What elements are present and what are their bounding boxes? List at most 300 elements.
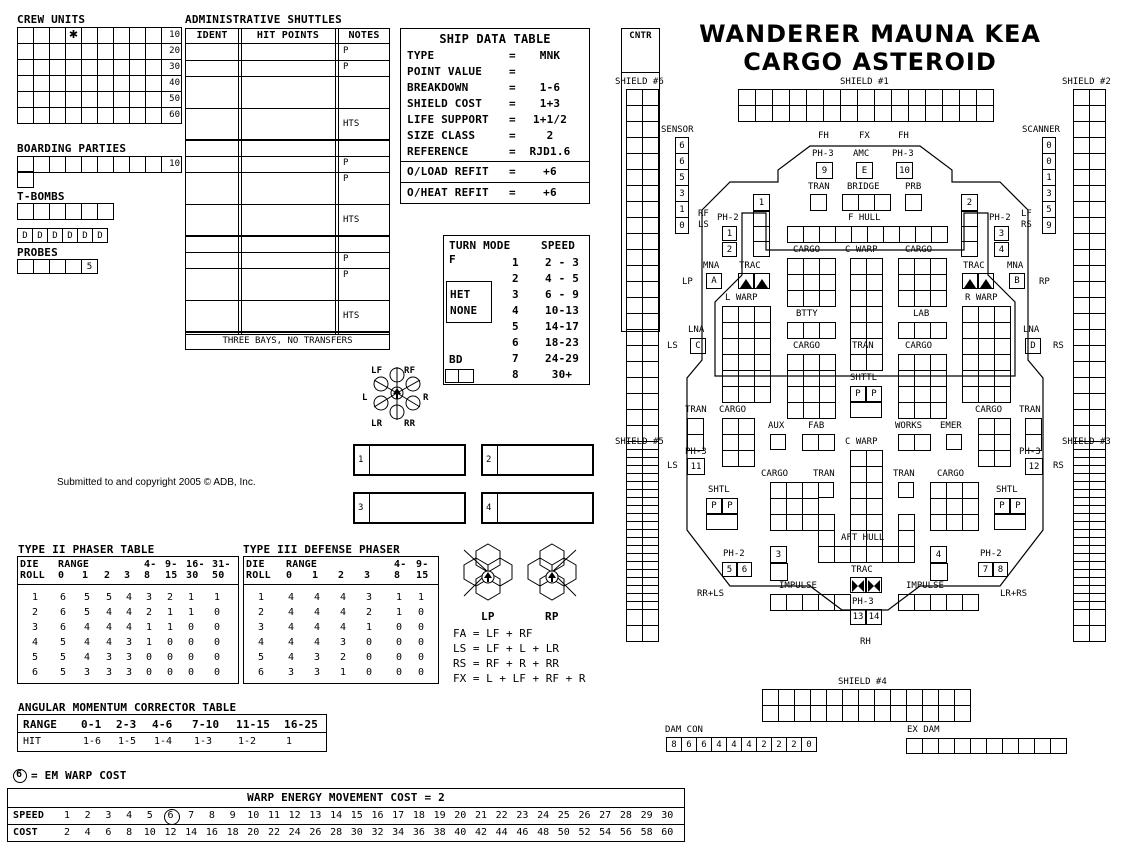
shield4-box[interactable] [763, 706, 779, 722]
damcon-box[interactable]: 4 [741, 737, 757, 752]
shield1-box[interactable] [892, 90, 909, 106]
drone-rack-2[interactable] [481, 444, 594, 476]
l-warp-box[interactable] [755, 387, 771, 403]
cargo-fr-box[interactable] [915, 275, 931, 291]
cargo-al-box[interactable] [787, 483, 803, 499]
crew-box[interactable] [98, 28, 114, 44]
boarding-box[interactable] [34, 157, 50, 173]
crew-box[interactable] [98, 60, 114, 76]
probe-box[interactable] [65, 259, 82, 274]
excess-damage-box[interactable] [923, 739, 939, 754]
r-warp[interactable] [962, 306, 1011, 403]
shield1-box[interactable] [807, 106, 824, 122]
shield6-box[interactable] [627, 250, 643, 266]
col-aft-l-box[interactable] [819, 515, 835, 531]
crew-box[interactable] [18, 108, 34, 124]
excess-damage-box[interactable] [939, 739, 955, 754]
crew-box[interactable] [34, 28, 50, 44]
shield3-box[interactable] [1074, 482, 1090, 498]
c-warp-fwd-box[interactable] [867, 291, 883, 307]
cargo-fr-box[interactable] [915, 291, 931, 307]
cargo-l-box[interactable] [723, 451, 739, 467]
shield6-box[interactable] [643, 314, 659, 330]
shield4-box[interactable] [779, 706, 795, 722]
l-warp-box[interactable] [723, 323, 739, 339]
boarding-box[interactable] [66, 157, 82, 173]
shield4-box[interactable] [891, 690, 907, 706]
shield2-box[interactable] [1090, 330, 1106, 346]
cargo-al-box[interactable] [771, 483, 787, 499]
dummy-tbomb-box[interactable]: D [62, 228, 78, 243]
tractor-icon[interactable] [962, 273, 978, 289]
shield3-box[interactable] [1074, 578, 1090, 594]
shield3-box[interactable] [1090, 610, 1106, 626]
excess-damage-box[interactable] [1035, 739, 1051, 754]
crew-box[interactable] [34, 92, 50, 108]
r-warp-box[interactable] [995, 339, 1011, 355]
cargo-al-box[interactable] [787, 515, 803, 531]
crew-box[interactable] [50, 92, 66, 108]
shield3-box[interactable] [1090, 578, 1106, 594]
damcon-box[interactable]: 2 [756, 737, 772, 752]
shield1-box[interactable] [943, 106, 960, 122]
shield2-box[interactable] [1090, 314, 1106, 330]
shield2-box[interactable] [1090, 170, 1106, 186]
cargo-ml-box[interactable] [820, 355, 836, 371]
shield2-box[interactable] [1090, 378, 1106, 394]
excess-damage-box[interactable] [1019, 739, 1035, 754]
col-aft-r-box[interactable] [899, 531, 915, 547]
shield1-box[interactable] [739, 90, 756, 106]
shield5-box[interactable] [627, 498, 643, 514]
shield6-box[interactable] [643, 362, 659, 378]
shield4-box[interactable] [827, 690, 843, 706]
shield2-box[interactable] [1090, 346, 1106, 362]
lab-box[interactable] [915, 323, 931, 339]
cargo-ar-box[interactable] [947, 515, 963, 531]
shield6-box[interactable] [643, 170, 659, 186]
l-warp-box[interactable] [739, 355, 755, 371]
boarding-box[interactable] [98, 157, 114, 173]
l-warp-box[interactable] [739, 387, 755, 403]
shield6-box[interactable] [627, 122, 643, 138]
shield5-box[interactable] [627, 610, 643, 626]
shield6-box[interactable] [627, 138, 643, 154]
tran-l-box[interactable] [688, 419, 704, 435]
crew-box[interactable] [114, 108, 130, 124]
crew-box[interactable] [18, 76, 34, 92]
cargo-l-box[interactable] [739, 435, 755, 451]
shield1-box[interactable] [875, 106, 892, 122]
excess-damage-box[interactable] [971, 739, 987, 754]
shield1-box[interactable] [824, 90, 841, 106]
shield1-box[interactable] [824, 106, 841, 122]
damcon-box[interactable]: 6 [681, 737, 697, 752]
probe-launcher[interactable] [905, 194, 922, 211]
shuttle-r2[interactable]: P [1010, 498, 1026, 514]
tractor-1[interactable]: 1 [753, 194, 770, 211]
shield3-box[interactable] [1074, 498, 1090, 514]
cargo-fl-box[interactable] [788, 275, 804, 291]
cargo-ml-box[interactable] [788, 371, 804, 387]
cargo-fl-box[interactable] [788, 291, 804, 307]
bridge-box[interactable] [859, 195, 875, 211]
f-hull-box[interactable] [932, 227, 948, 243]
f-hull-box[interactable] [884, 227, 900, 243]
l-warp-box[interactable] [723, 339, 739, 355]
shield3-box[interactable] [1090, 466, 1106, 482]
shield5-box[interactable] [627, 562, 643, 578]
shield2-box[interactable] [1074, 362, 1090, 378]
crew-box[interactable] [114, 60, 130, 76]
shield5-box[interactable] [627, 466, 643, 482]
crew-box[interactable] [66, 60, 82, 76]
battery-box[interactable] [804, 323, 820, 339]
cargo-ml-box[interactable] [804, 403, 820, 419]
shield5-box[interactable] [643, 514, 659, 530]
dummy-tbomb-box[interactable]: D [92, 228, 108, 243]
cargo-l-box[interactable] [739, 419, 755, 435]
shield1-box[interactable] [909, 106, 926, 122]
cargo-l-box[interactable] [723, 435, 739, 451]
shield5-box[interactable] [627, 450, 643, 466]
cargo-al-box[interactable] [771, 499, 787, 515]
cargo-ar-box[interactable] [931, 483, 947, 499]
shield5-box[interactable] [627, 482, 643, 498]
works-box[interactable] [899, 435, 915, 451]
crew-box[interactable] [130, 44, 146, 60]
shield3-box[interactable] [1090, 626, 1106, 642]
shield2-box[interactable] [1090, 218, 1106, 234]
l-warp-box[interactable] [723, 307, 739, 323]
shield1-box[interactable] [926, 106, 943, 122]
crew-box[interactable] [34, 60, 50, 76]
impulse-r[interactable] [898, 594, 979, 611]
fab-box[interactable] [803, 435, 819, 451]
crew-box[interactable] [130, 28, 146, 44]
boarding-box[interactable] [146, 157, 162, 173]
crew-units-grid[interactable] [17, 27, 182, 124]
shield6-box[interactable] [643, 218, 659, 234]
shield1-box[interactable] [773, 106, 790, 122]
l-warp-box[interactable] [739, 371, 755, 387]
shield2-box[interactable] [1090, 90, 1106, 106]
shield6-box[interactable] [643, 266, 659, 282]
damcon-box[interactable]: 2 [786, 737, 802, 752]
shield3-box[interactable] [1090, 514, 1106, 530]
cargo-fl-box[interactable] [804, 259, 820, 275]
r-warp-box[interactable] [995, 371, 1011, 387]
shield6-box[interactable] [643, 346, 659, 362]
cargo-fl-box[interactable] [820, 275, 836, 291]
cargo-fl[interactable] [787, 258, 836, 307]
phaser-11[interactable]: 11 [687, 458, 705, 475]
f-hull-box[interactable] [900, 227, 916, 243]
col-right-top-box[interactable] [962, 212, 978, 227]
aft-hull-box[interactable] [883, 547, 899, 563]
cargo-ar-box[interactable] [963, 499, 979, 515]
phaser-14[interactable]: 14 [866, 609, 882, 625]
shuttles-table[interactable] [185, 28, 390, 350]
cargo-fr-box[interactable] [931, 275, 947, 291]
shield1-box[interactable] [960, 106, 977, 122]
shield6-box[interactable] [627, 282, 643, 298]
col-left-top-box[interactable] [754, 212, 770, 227]
col-aft-r-box[interactable] [899, 515, 915, 531]
shield6-box[interactable] [627, 154, 643, 170]
c-warp-aft-box[interactable] [867, 499, 883, 515]
shield3-box[interactable] [1074, 546, 1090, 562]
boarding-box[interactable] [82, 157, 98, 173]
box-3-b-box[interactable] [771, 564, 788, 581]
crew-box[interactable] [18, 60, 34, 76]
shield4-box[interactable] [939, 690, 955, 706]
r-warp-box[interactable] [963, 371, 979, 387]
damcon-box[interactable]: 8 [666, 737, 682, 752]
impulse-l[interactable] [770, 594, 851, 611]
impulse-r-box[interactable] [915, 595, 931, 611]
sensor-box[interactable]: 1 [675, 201, 689, 218]
cargo-mr-box[interactable] [899, 371, 915, 387]
shield3-box[interactable] [1074, 594, 1090, 610]
crew-box[interactable] [50, 76, 66, 92]
ph2-7[interactable]: 7 [978, 562, 993, 577]
c-warp-aft-box[interactable] [867, 467, 883, 483]
impulse-l-box[interactable] [771, 595, 787, 611]
col-left-top-box[interactable] [754, 227, 770, 242]
crew-box[interactable] [50, 108, 66, 124]
shield5-box[interactable] [627, 626, 643, 642]
lab[interactable] [898, 322, 947, 339]
bridge[interactable] [842, 194, 891, 211]
shield4-box[interactable] [939, 706, 955, 722]
shield3-box[interactable] [1074, 610, 1090, 626]
l-warp-box[interactable] [723, 355, 739, 371]
sensor-box[interactable]: 3 [675, 185, 689, 202]
r-warp-box[interactable] [963, 387, 979, 403]
shield6-box[interactable] [643, 250, 659, 266]
c-warp-fwd-box[interactable] [867, 323, 883, 339]
shield6-box[interactable] [627, 106, 643, 122]
shield6-box[interactable] [643, 378, 659, 394]
col-aft-r-box[interactable] [899, 547, 915, 563]
impulse-l-box[interactable] [787, 595, 803, 611]
phaser-12[interactable]: 12 [1025, 458, 1043, 475]
drone-rack-3[interactable] [353, 492, 466, 524]
shield1-box[interactable] [841, 106, 858, 122]
shuttle-l2[interactable]: P [722, 498, 738, 514]
cargo-mr-box[interactable] [931, 387, 947, 403]
cargo-ml-box[interactable] [788, 355, 804, 371]
cargo-ar-box[interactable] [931, 499, 947, 515]
shield1-box[interactable] [773, 90, 790, 106]
crew-box[interactable] [18, 28, 34, 44]
l-warp-box[interactable] [755, 323, 771, 339]
shield5-box[interactable] [643, 610, 659, 626]
probe-box[interactable] [33, 259, 50, 274]
crew-box[interactable] [114, 76, 130, 92]
aft-hull-box[interactable] [835, 547, 851, 563]
crew-box[interactable] [98, 76, 114, 92]
crew-box[interactable] [34, 76, 50, 92]
shield3-box[interactable] [1090, 594, 1106, 610]
cargo-mr-box[interactable] [899, 387, 915, 403]
shield2-box[interactable] [1074, 314, 1090, 330]
shield3-box[interactable] [1074, 466, 1090, 482]
shield3-box[interactable] [1074, 514, 1090, 530]
col-aft-l[interactable] [818, 514, 835, 563]
crew-box[interactable] [82, 108, 98, 124]
cargo-ml-box[interactable] [804, 355, 820, 371]
f-hull-box[interactable] [852, 227, 868, 243]
shield6-box[interactable] [627, 378, 643, 394]
shuttle-bay-rest[interactable] [850, 402, 882, 418]
works[interactable] [898, 434, 931, 451]
shield5-box[interactable] [643, 562, 659, 578]
boarding-parties-grid[interactable] [17, 156, 182, 173]
shield4-box[interactable] [923, 690, 939, 706]
l-warp-box[interactable] [755, 355, 771, 371]
shuttle-r-rest[interactable] [994, 514, 1026, 530]
scanner-box[interactable]: 3 [1042, 185, 1056, 202]
c-warp-fwd-box[interactable] [851, 323, 867, 339]
amc-e[interactable]: E [856, 162, 873, 179]
aft-hull-box[interactable] [867, 547, 883, 563]
impulse-r-box[interactable] [963, 595, 979, 611]
shield6-box[interactable] [643, 186, 659, 202]
crew-box[interactable] [82, 92, 98, 108]
tran-mid[interactable] [850, 354, 883, 371]
shield6-box[interactable] [627, 362, 643, 378]
cargo-al-box[interactable] [803, 483, 819, 499]
cargo-al[interactable] [770, 482, 819, 531]
scanner-box[interactable]: 5 [1042, 201, 1056, 218]
crew-box[interactable] [82, 76, 98, 92]
shield1-box[interactable] [875, 90, 892, 106]
shield-4-boxes[interactable] [762, 689, 971, 722]
crew-box[interactable] [98, 92, 114, 108]
tractor-aft-icon[interactable] [866, 577, 882, 593]
shield1-box[interactable] [892, 106, 909, 122]
l-warp-box[interactable] [755, 339, 771, 355]
cargo-ml-box[interactable] [788, 403, 804, 419]
crew-box[interactable] [130, 60, 146, 76]
crew-box[interactable] [18, 44, 34, 60]
shuttle-bay-p2[interactable]: P [866, 386, 882, 402]
sensor-box[interactable]: 0 [675, 217, 689, 234]
c-warp-fwd-box[interactable] [867, 275, 883, 291]
shield2-box[interactable] [1074, 186, 1090, 202]
shield1-box[interactable] [977, 106, 994, 122]
cargo-al-box[interactable] [787, 499, 803, 515]
shield2-box[interactable] [1090, 138, 1106, 154]
cargo-ml-box[interactable] [804, 387, 820, 403]
fab-box[interactable] [819, 435, 835, 451]
shield-5-boxes[interactable] [626, 449, 659, 642]
c-warp-aft-box[interactable] [867, 515, 883, 531]
emer-box[interactable] [946, 434, 962, 450]
cargo-fr-box[interactable] [931, 259, 947, 275]
shield4-box[interactable] [859, 690, 875, 706]
shield6-box[interactable] [643, 282, 659, 298]
works-box[interactable] [915, 435, 931, 451]
ph2-4[interactable]: 4 [994, 242, 1009, 257]
f-hull-box[interactable] [916, 227, 932, 243]
shield6-box[interactable] [643, 138, 659, 154]
cargo-ar-box[interactable] [963, 515, 979, 531]
shield1-box[interactable] [977, 90, 994, 106]
shield4-box[interactable] [795, 690, 811, 706]
shield1-box[interactable] [790, 90, 807, 106]
crew-box[interactable] [50, 44, 66, 60]
box-3[interactable]: 3 [770, 546, 787, 563]
f-hull-box[interactable] [820, 227, 836, 243]
shield6-box[interactable] [627, 410, 643, 426]
scanner-box[interactable]: 1 [1042, 169, 1056, 186]
tractor-icon[interactable] [754, 273, 770, 289]
shuttle-r1[interactable]: P [994, 498, 1010, 514]
shield2-box[interactable] [1074, 138, 1090, 154]
probe-box[interactable] [17, 259, 34, 274]
cargo-al-box[interactable] [771, 515, 787, 531]
crew-box[interactable] [114, 44, 130, 60]
shield2-box[interactable] [1074, 266, 1090, 282]
crew-box[interactable] [66, 76, 82, 92]
cargo-fl-box[interactable] [820, 259, 836, 275]
probe-box[interactable] [49, 259, 66, 274]
c-warp-aft-box[interactable] [867, 483, 883, 499]
shield6-box[interactable] [643, 234, 659, 250]
shield6-box[interactable] [627, 266, 643, 282]
r-warp-box[interactable] [979, 371, 995, 387]
cargo-mr-box[interactable] [915, 403, 931, 419]
c-warp-fwd-box[interactable] [867, 307, 883, 323]
probe-box[interactable]: 5 [81, 259, 98, 274]
impulse-l-box[interactable] [803, 595, 819, 611]
f-hull[interactable] [787, 226, 948, 243]
crew-box[interactable] [66, 108, 82, 124]
boarding-box[interactable] [114, 157, 130, 173]
boarding-box[interactable] [130, 157, 146, 173]
bridge-box[interactable] [875, 195, 891, 211]
shield4-box[interactable] [843, 690, 859, 706]
box-3-b[interactable] [770, 563, 788, 581]
shield1-box[interactable] [943, 90, 960, 106]
l-warp-box[interactable] [739, 339, 755, 355]
shield4-box[interactable] [811, 706, 827, 722]
r-warp-box[interactable] [963, 355, 979, 371]
aft-hull[interactable] [834, 546, 899, 563]
shield2-box[interactable] [1090, 410, 1106, 426]
aux-box[interactable] [770, 434, 786, 450]
crew-box[interactable] [66, 44, 82, 60]
crew-box[interactable] [114, 28, 130, 44]
col-aft-l-box[interactable] [819, 547, 835, 563]
boarding-box[interactable] [50, 157, 66, 173]
cargo-r-box[interactable] [979, 451, 995, 467]
shield6-box[interactable] [643, 394, 659, 410]
excess-damage-box[interactable] [1003, 739, 1019, 754]
shield6-box[interactable] [627, 298, 643, 314]
lna-c[interactable]: C [690, 338, 706, 354]
shield4-box[interactable] [907, 706, 923, 722]
f-hull-box[interactable] [836, 227, 852, 243]
box-4-b[interactable] [930, 563, 948, 581]
crew-box[interactable] [146, 76, 162, 92]
damcon-box[interactable]: 4 [711, 737, 727, 752]
shield4-box[interactable] [955, 690, 971, 706]
shield2-box[interactable] [1090, 122, 1106, 138]
